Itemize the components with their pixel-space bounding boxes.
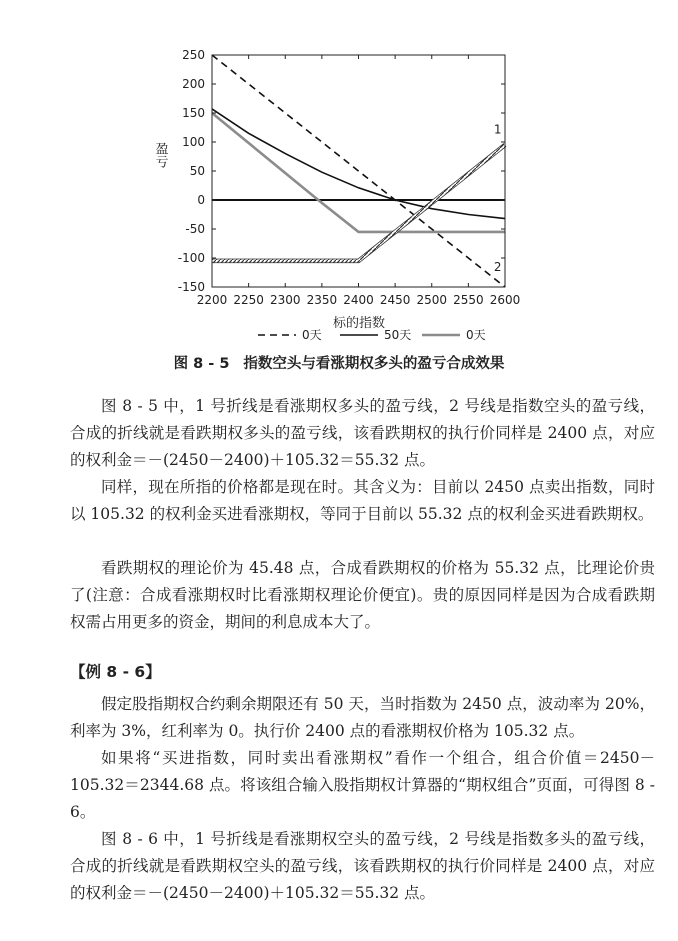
y-tick-label: 250 bbox=[182, 48, 205, 62]
payoff-chart bbox=[0, 0, 678, 390]
y-axis-label: 盈亏 bbox=[152, 142, 168, 168]
y-tick-label: -150 bbox=[177, 280, 205, 294]
x-tick-label: 2200 bbox=[196, 293, 228, 307]
paragraph-3: 看跌期权的理论价为 45.48 点，合成看跌期权的价格为 55.32 点，比理论价贵了(注意：合成看涨期权时比看涨期权理论价便宜)。贵的原因同样是因为合成看跌期权需占用更多的资金，期间的利息成本大了。 bbox=[70, 559, 655, 631]
x-axis-label: 标的指数 bbox=[332, 316, 386, 331]
series-call-long-50d bbox=[212, 109, 505, 219]
x-tick-label: 2550 bbox=[453, 293, 484, 307]
legend-label: 50天 bbox=[384, 328, 412, 342]
x-tick-label: 2250 bbox=[233, 293, 264, 307]
y-tick-label: 200 bbox=[182, 77, 205, 91]
legend-label: 0天 bbox=[302, 328, 322, 342]
figure-caption bbox=[0, 352, 678, 373]
paragraph-5: 如果将“买进指数，同时卖出看涨期权”看作一个组合，组合价值＝2450－105.32＝2344.68 点。将该组合输入股指期权计算器的“期权组合”页面，可得图 8 - 6。 bbox=[70, 749, 655, 821]
paragraph-6: 图 8 - 6 中，1 号折线是看涨期权空头的盈亏线，2 号线是指数多头的盈亏线，合成的折线就是看跌期权空头的盈亏线，该看跌期权的执行价同样是 2400 点，对应的权利金＝－(2450－2400)＋105.32＝55.32 点。 bbox=[70, 830, 655, 902]
paragraph-2: 同样，现在所指的价格都是现在时。其含义为：目前以 2450 点卖出指数，同时以 105.32 的权利金买进看涨期权，等同于目前以 55.32 点的权利金买进看跌期权。 bbox=[70, 478, 655, 523]
x-tick-label: 2600 bbox=[489, 293, 521, 307]
paragraph-1: 图 8 - 5 中，1 号折线是看涨期权多头的盈亏线，2 号线是指数空头的盈亏线，合成的折线就是看跌期权多头的盈亏线，该看跌期权的执行价同样是 2400 点，对应的权利金＝－(2450－2400)＋105.32＝55.32 点。 bbox=[70, 397, 655, 469]
y-tick-label: 0 bbox=[197, 193, 205, 207]
y-tick-label: 150 bbox=[182, 106, 205, 120]
y-tick-label: 50 bbox=[189, 164, 205, 178]
x-tick-label: 2500 bbox=[416, 293, 448, 307]
series-hatch-fill bbox=[212, 145, 505, 261]
line-annotation: 2 bbox=[493, 259, 502, 274]
series-call-long-0d bbox=[212, 145, 505, 261]
y-tick-label: 100 bbox=[182, 135, 205, 149]
x-tick-label: 2400 bbox=[343, 293, 374, 307]
figure-title: 指数空头与看涨期权多头的盈亏合成效果 bbox=[243, 356, 505, 372]
y-tick-label: -50 bbox=[185, 222, 205, 236]
figure-number: 图 8 - 5 bbox=[173, 356, 230, 372]
x-tick-label: 2300 bbox=[269, 293, 301, 307]
series-index-short-0d bbox=[212, 55, 505, 287]
paragraph-4: 假定股指期权合约剩余期限还有 50 天，当时指数为 2450 点，波动率为 20%，利率为 3%，红利率为 0。执行价 2400 点的看涨期权价格为 105.32 点。 bbox=[70, 695, 655, 740]
line-annotation: 1 bbox=[493, 122, 502, 137]
x-tick-label: 2350 bbox=[306, 293, 338, 307]
x-tick-label: 2450 bbox=[379, 293, 411, 307]
y-tick-label: -100 bbox=[177, 251, 205, 265]
legend-label: 0天 bbox=[466, 328, 486, 342]
example-heading: 【例 8 - 6】 bbox=[70, 663, 161, 681]
